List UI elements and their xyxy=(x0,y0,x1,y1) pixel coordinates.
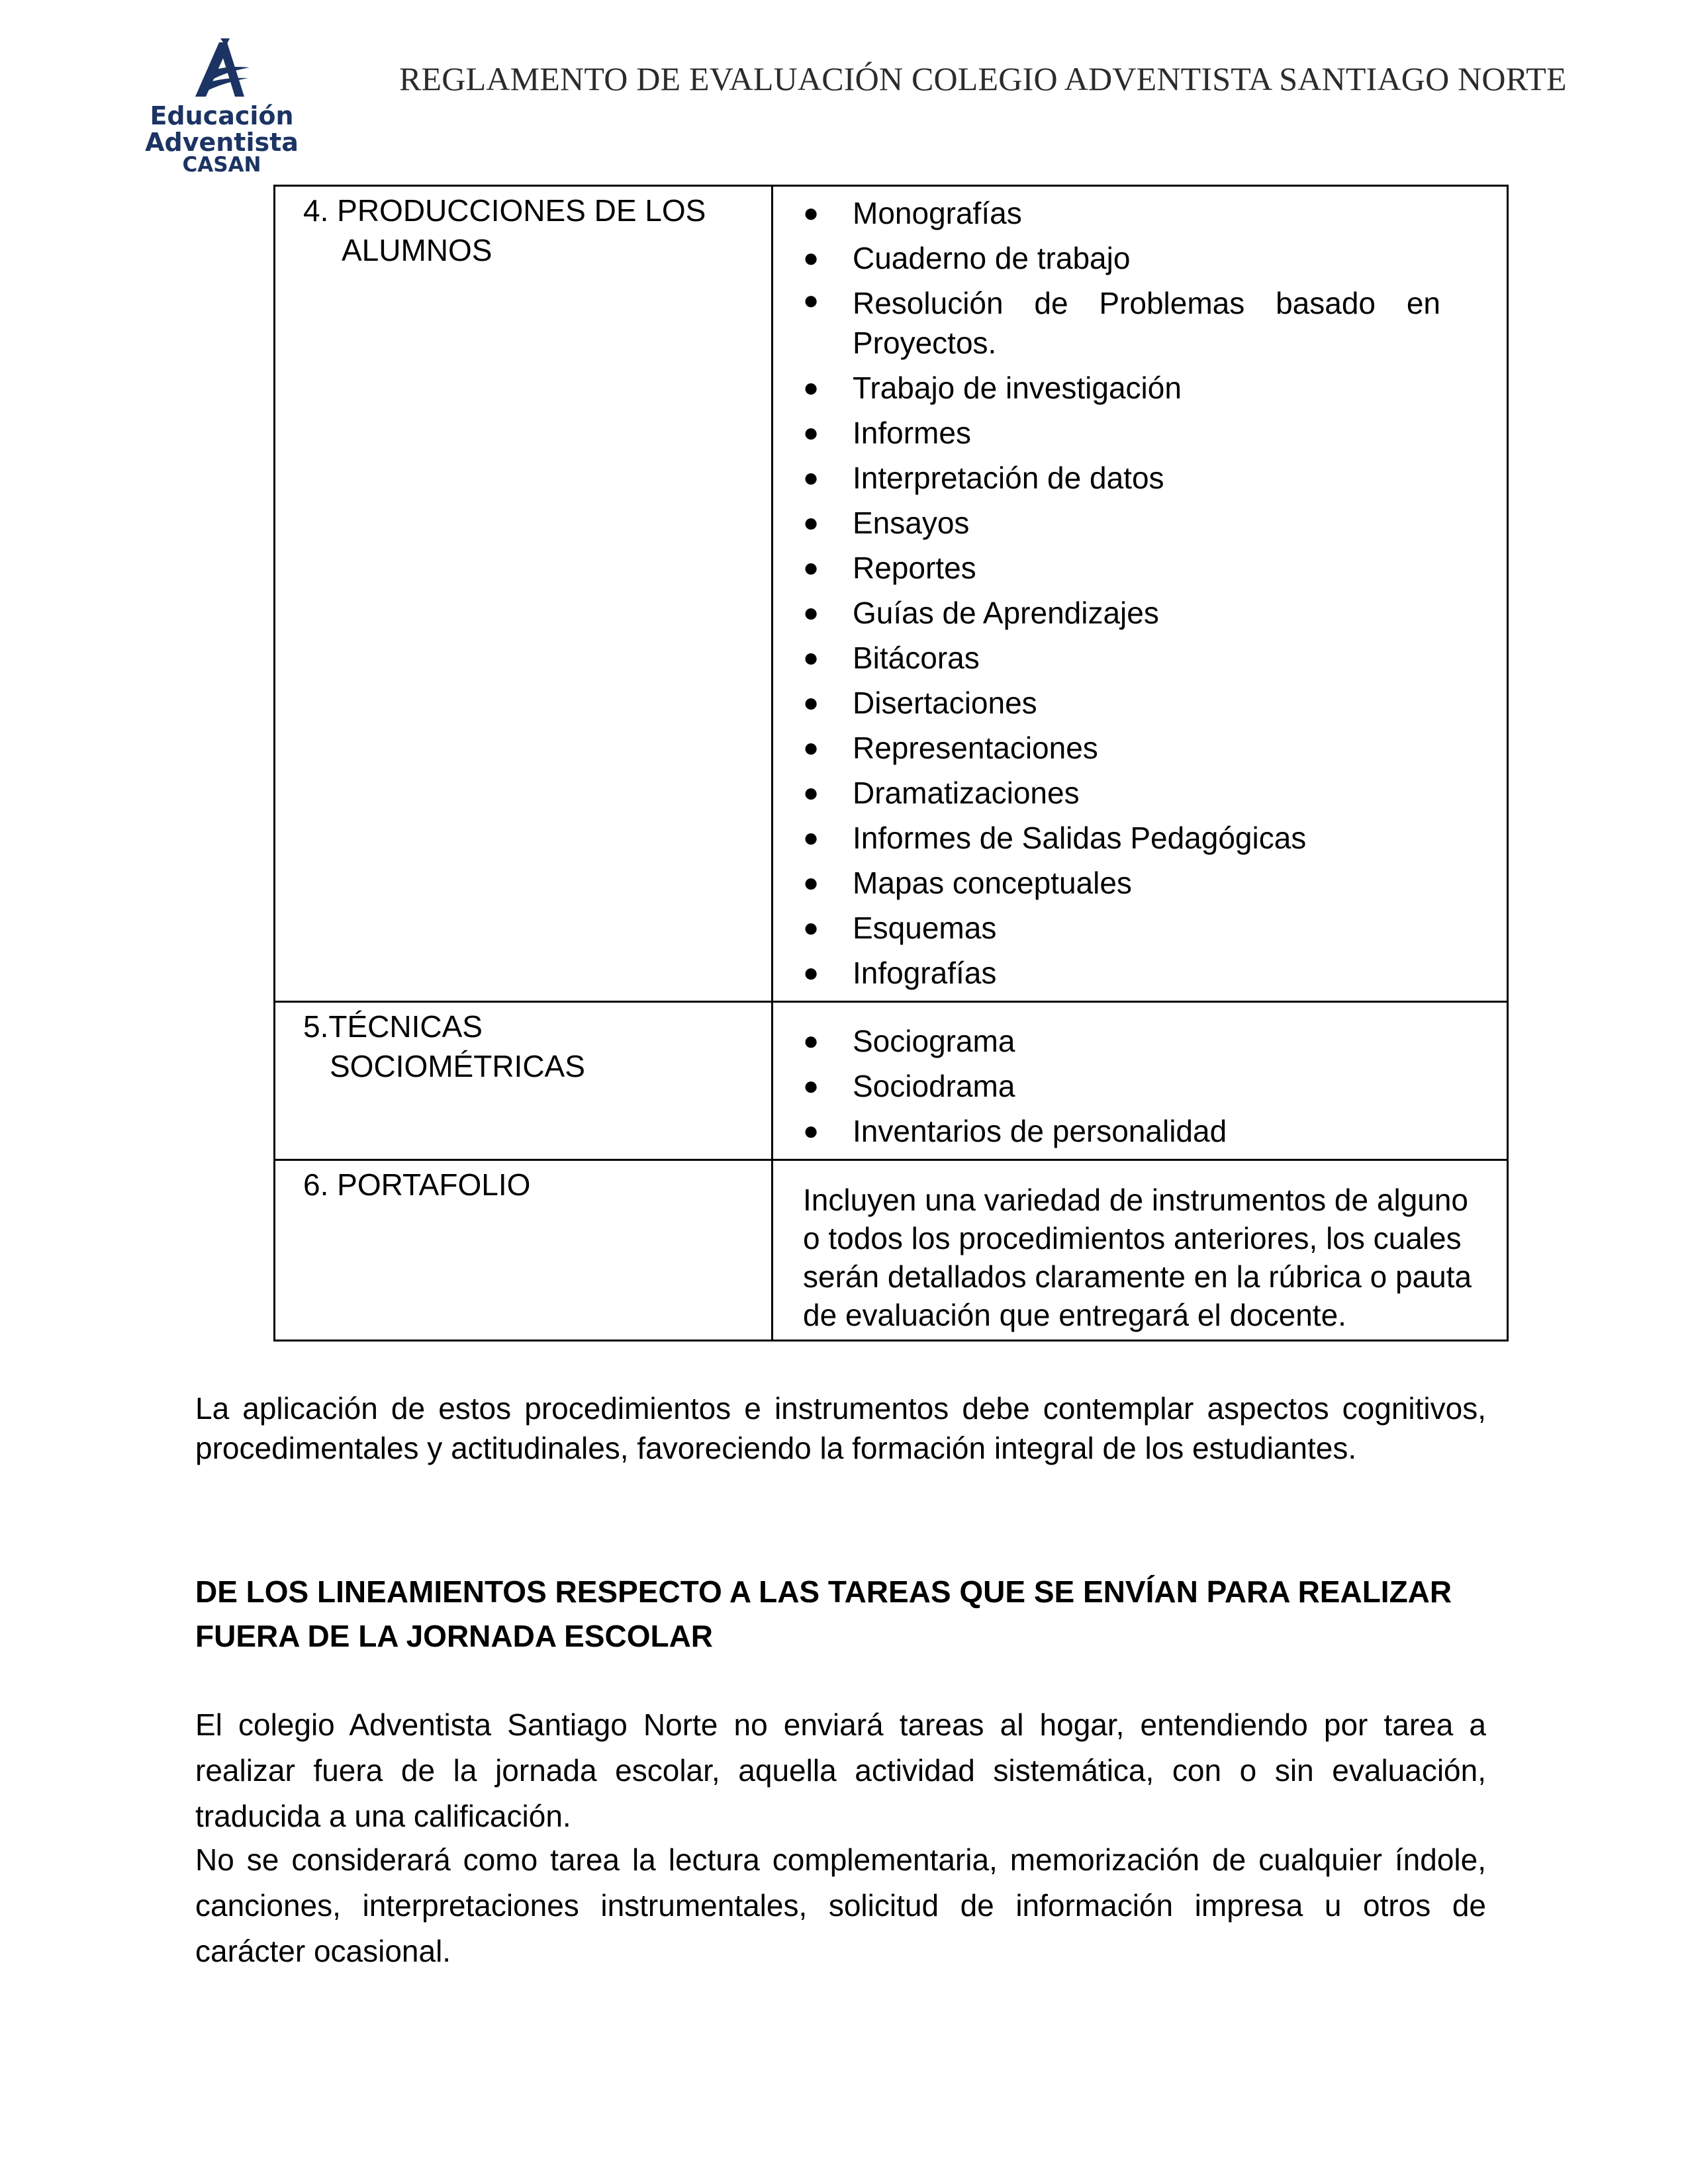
row-title-cell xyxy=(275,1160,773,1341)
list-item: ● Sociodrama xyxy=(803,1064,1440,1109)
row-title-cell xyxy=(275,186,773,1002)
list-item: ● Monografías xyxy=(803,191,1440,236)
logo xyxy=(142,38,301,177)
list-item: ● Mapas conceptuales xyxy=(803,860,1440,905)
row-items-cell xyxy=(773,1002,1508,1160)
adventist-flame-icon xyxy=(189,38,255,98)
row-title: 4. PRODUCCIONES DE LOS ALUMNOS xyxy=(303,193,706,267)
bullet-list xyxy=(803,1007,1440,1154)
paragraph-homework-exclusions: No se considerará como tarea la lectura complementaria, memorización de cualquier índole, canciones, interpretaciones instrumentales, solicitud de información impresa u otros de carácter ocasional. xyxy=(195,1843,1486,1968)
logo-text-line2: Adventista xyxy=(145,128,299,157)
list-item: ● Guías de Aprendizajes xyxy=(803,590,1440,635)
row-title-cell xyxy=(275,1002,773,1160)
row-title: 5.TÉCNICAS SOCIOMÉTRICAS xyxy=(303,1009,585,1083)
list-item: ● Inventarios de personalidad xyxy=(803,1109,1440,1154)
paragraph-application: La aplicación de estos procedimientos e instrumentos debe contemplar aspectos cognitivos, procedimentales y actitudinales, favoreciendo la formación integral de los estudiantes. xyxy=(195,1391,1486,1465)
document-header-title: REGLAMENTO DE EVALUACIÓN COLEGIO ADVENTISTA SANTIAGO NORTE xyxy=(399,60,1567,97)
table-row xyxy=(275,1002,1508,1160)
list-item: ● Resolución de Problemas basado en Proyectos. xyxy=(803,281,1440,365)
portafolio-description: Incluyen una variedad de instrumentos de alguno o todos los procedimientos anteriores, los cuales serán detallados claramente en la rúbrica o pauta de evaluación que entregará el docente. xyxy=(803,1183,1472,1332)
paragraph-homework-policy: El colegio Adventista Santiago Norte no enviará tareas al hogar, entendiendo por tarea a realizar fuera de la jornada escolar, aquella actividad sistemática, con o sin evaluación, traducida a una calificación. xyxy=(195,1707,1486,1833)
row-items-cell xyxy=(773,186,1508,1002)
evaluation-instruments-table xyxy=(273,185,1509,1342)
list-item: ● Representaciones xyxy=(803,725,1440,770)
row-text-cell xyxy=(773,1160,1508,1341)
table-row xyxy=(275,186,1508,1002)
list-item: ● Disertaciones xyxy=(803,680,1440,725)
row-title: 6. PORTAFOLIO xyxy=(303,1167,531,1202)
list-item: ● Informes xyxy=(803,410,1440,455)
list-item: ● Infografías xyxy=(803,950,1440,995)
list-item: ● Dramatizaciones xyxy=(803,770,1440,815)
logo-text-line3: CASAN xyxy=(182,153,261,177)
list-item: ● Interpretación de datos xyxy=(803,455,1440,500)
logo-text-line1: Educación xyxy=(150,101,294,130)
list-item: ● Informes de Salidas Pedagógicas xyxy=(803,815,1440,860)
list-item: ● Trabajo de investigación xyxy=(803,365,1440,410)
list-item: ● Esquemas xyxy=(803,905,1440,950)
list-item: ● Cuaderno de trabajo xyxy=(803,236,1440,281)
bullet-list xyxy=(803,191,1440,995)
list-item: ● Ensayos xyxy=(803,500,1440,545)
section-heading: DE LOS LINEAMIENTOS RESPECTO A LAS TAREAS QUE SE ENVÍAN PARA REALIZAR FUERA DE LA JORNADA ESCOLAR xyxy=(195,1574,1452,1653)
list-item: ● Sociograma xyxy=(803,1019,1440,1064)
list-item: ● Reportes xyxy=(803,545,1440,590)
table-row xyxy=(275,1160,1508,1341)
list-item: ● Bitácoras xyxy=(803,635,1440,680)
